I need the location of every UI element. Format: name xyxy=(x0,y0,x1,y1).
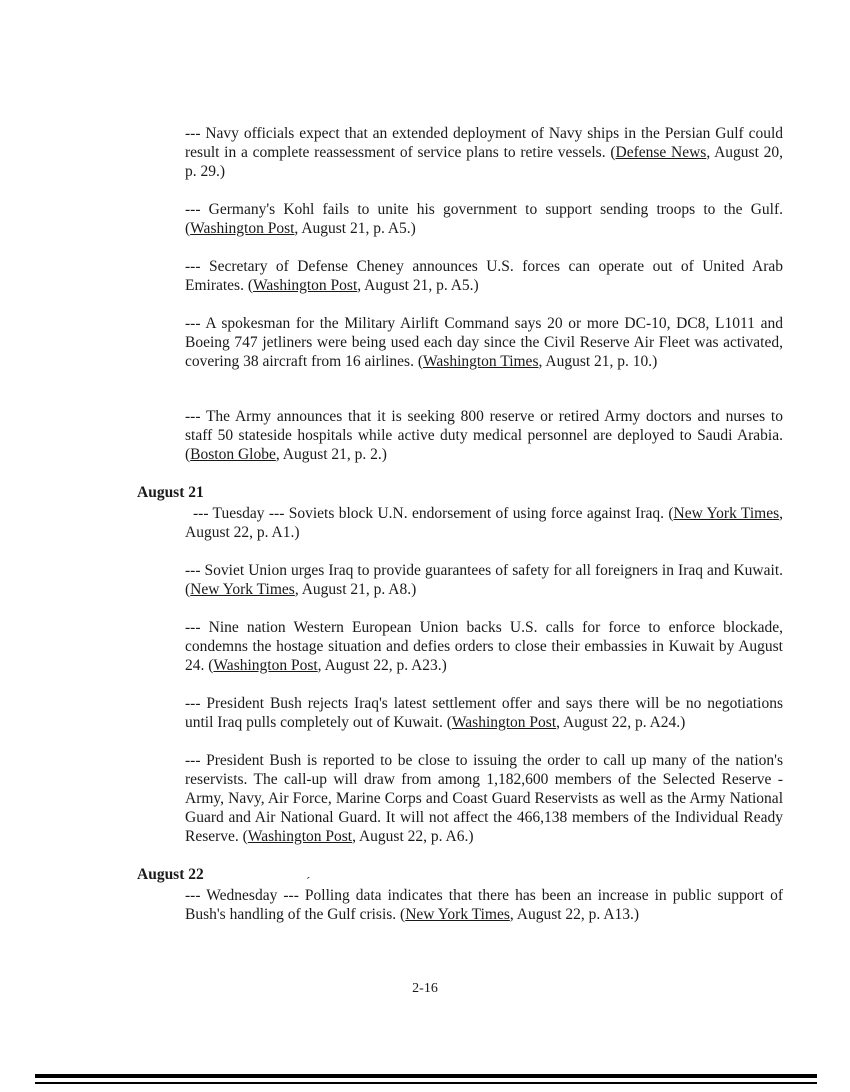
entry-tail: , August 22, p. A13.) xyxy=(509,906,640,923)
date-heading-august-22: August 22 xyxy=(137,866,204,883)
citation-source: Washington Post xyxy=(253,277,358,294)
entry-tail: , August 22, p. A23.) xyxy=(317,657,447,674)
citation-source: New York Times xyxy=(190,581,295,598)
citation-source: Washington Post xyxy=(451,714,557,731)
chronology-entry xyxy=(185,694,783,732)
entry-text: --- Germany's Kohl fails to unite his government to support sending troops to the Gulf. ( xyxy=(185,201,783,237)
citation-source: New York Times xyxy=(673,505,780,522)
page-bottom-rule xyxy=(35,1074,817,1084)
citation-source: Defense News xyxy=(615,144,707,161)
chronology-entry xyxy=(185,561,783,599)
entry-text: --- A spokesman for the Military Airlift Command says 20 or more DC-10, DC8, L1011 and Boeing 747 jetliners were being used each day since the Civil Reserve Air Fleet was activated, covering 38 aircraft from 16 airlines. ( xyxy=(185,315,783,370)
citation-source: Washington Post xyxy=(247,828,353,845)
entry-tail: , August 22, p. A1.) xyxy=(185,505,783,541)
entry-tail: , August 21, p. A5.) xyxy=(357,277,479,294)
chronology-entry xyxy=(185,886,783,924)
chronology-entry xyxy=(185,314,783,371)
entry-text: --- Navy officials expect that an extended deployment of Navy ships in the Persian Gulf could result in a complete reassessment of service plans to retire vessels. ( xyxy=(185,125,783,161)
chronology-entry xyxy=(185,407,783,464)
entry-tail: , August 22, p. A6.) xyxy=(352,828,474,845)
entry-text: --- President Bush rejects Iraq's latest settlement offer and says there will be no negotiations until Iraq pulls completely out of Kuwait. ( xyxy=(185,695,783,731)
entry-tail: , August 20, p. 29.) xyxy=(185,144,783,180)
citation-source: Washington Post xyxy=(190,220,295,237)
chronology-content xyxy=(137,124,783,943)
citation-source: Washington Post xyxy=(213,657,318,674)
scan-artifact: ˊ xyxy=(306,874,311,889)
chronology-entry xyxy=(185,504,783,542)
entry-text: --- Nine nation Western European Union backs U.S. calls for force to enforce blockade, condemns the hostage situation and defies orders to close their embassies in Kuwait by August 24. ( xyxy=(185,619,783,674)
chronology-entry xyxy=(185,257,783,295)
citation-source: Washington Times xyxy=(423,353,539,370)
entry-tail: , August 21, p. 2.) xyxy=(275,446,387,463)
chronology-entry xyxy=(185,751,783,846)
entry-tail: , August 21, p. 10.) xyxy=(538,353,658,370)
entry-text: --- President Bush is reported to be close to issuing the order to call up many of the nation's reservists. The call-up will draw from among 1,182,600 members of the Selected Reserve - Army, Navy, Air Force, Marine Corps and Coast Guard Reservists as well as the Army National Guard and Air National Guard. It will not affect the 466,138 members of the Individual Ready Reserve. ( xyxy=(185,752,783,845)
page-number: 2-16 xyxy=(412,981,438,996)
citation-source: New York Times xyxy=(405,906,510,923)
entry-text: --- Soviet Union urges Iraq to provide guarantees of safety for all foreigners in Iraq and Kuwait. ( xyxy=(185,562,783,598)
chronology-entry xyxy=(185,618,783,675)
chronology-entry xyxy=(185,200,783,238)
citation-source: Boston Globe xyxy=(190,446,276,463)
chronology-entry xyxy=(185,124,783,181)
entry-tail: , August 21, p. A5.) xyxy=(294,220,416,237)
date-heading-august-21: August 21 xyxy=(137,484,204,501)
entry-tail: , August 21, p. A8.) xyxy=(294,581,417,598)
entry-text: --- The Army announces that it is seeking 800 reserve or retired Army doctors and nurses to staff 50 stateside hospitals while active duty medical personnel are deployed to Saudi Arabia. ( xyxy=(185,408,783,463)
entry-text: --- Wednesday --- Polling data indicates that there has been an increase in public support of Bush's handling of the Gulf crisis. ( xyxy=(185,887,783,923)
entry-text: --- Tuesday --- Soviets block U.N. endorsement of using force against Iraq. ( xyxy=(193,505,674,522)
entry-tail: , August 22, p. A24.) xyxy=(556,714,686,731)
entry-text: --- Secretary of Defense Cheney announces U.S. forces can operate out of United Arab Emirates. ( xyxy=(185,258,783,294)
